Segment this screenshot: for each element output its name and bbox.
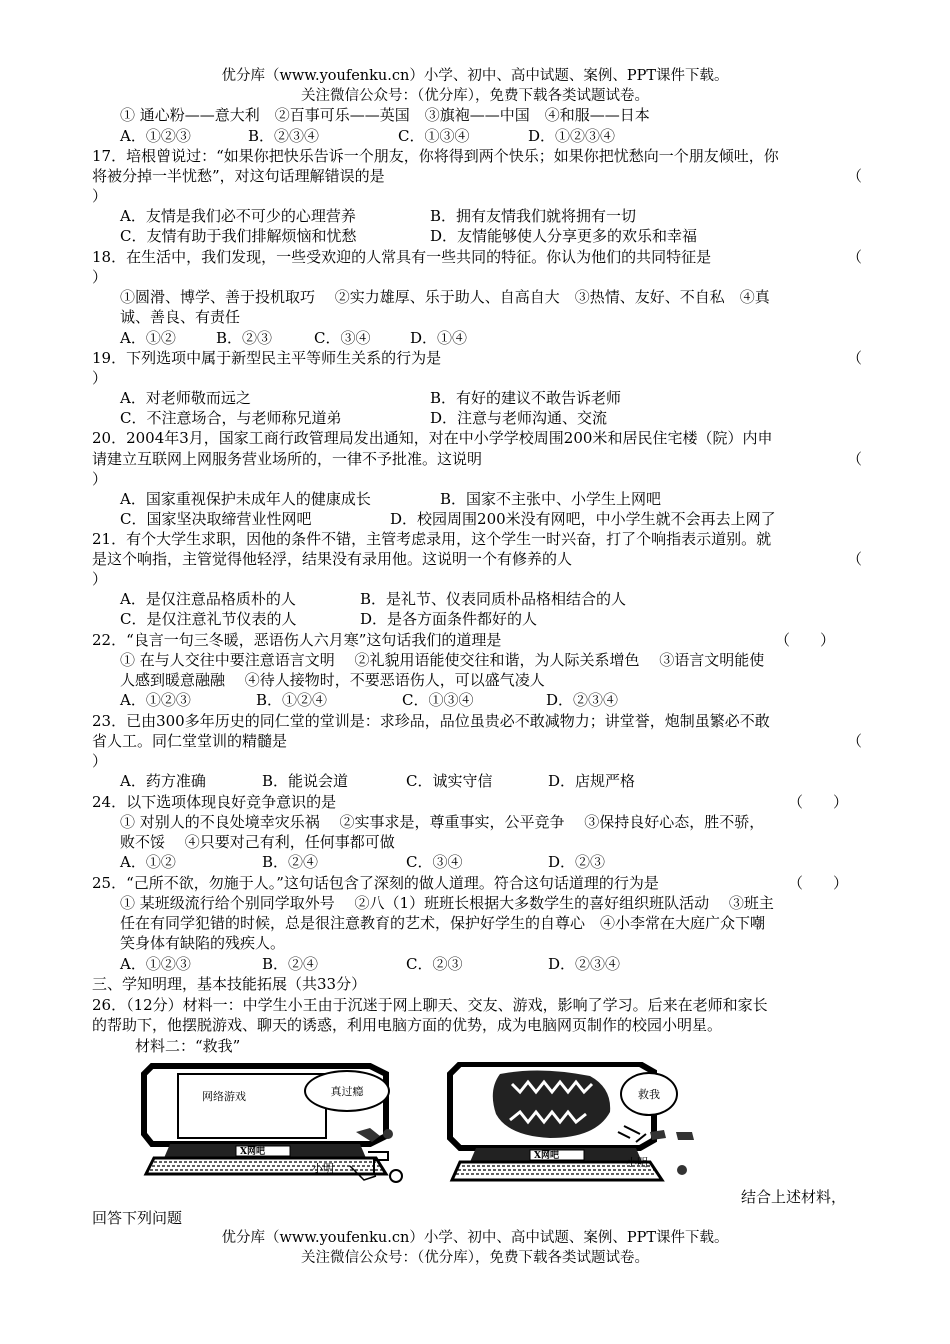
footer-line-2: 关注微信公众号：（优分库），免费下载各类试题试卷。: [301, 1250, 649, 1266]
internet-cafe-sign-2: X网吧: [534, 1151, 559, 1161]
q25-items-1: ① 某班级流行给个别同学取外号 ②八（1）班班长根据大多数学生的喜好组织班队活动 ③班主: [120, 894, 774, 912]
q25-paren: （ ）: [788, 874, 849, 892]
q20-option-a: A．国家重视保护未成年人的健康成长: [120, 490, 371, 508]
q17-stem-2: 将被分掉一半忧愁”，对这句话理解错误的是: [92, 167, 385, 185]
q25-items-2: 任在有同学犯错的时候，总是很注意教育的艺术，保护好学生的自尊心 ④小李常在大庭广众下嘲: [120, 914, 766, 932]
q24-items-2: 败不馁 ④只要对己有利，任何事都可做: [120, 833, 395, 851]
q20-paren-right: ）: [92, 470, 108, 488]
scattered-shoes-figure: [642, 1128, 702, 1178]
q18-items-2: 诚、善良、有责任: [120, 308, 241, 326]
q20-stem-1: 20．2004年3月，国家工商行政管理局发出通知，对在中小学学校周围200米和居民住宅楼（院）内申: [92, 429, 773, 447]
q21-paren-left: （: [847, 550, 863, 568]
q24-items-1: ① 对别人的不良处境幸灾乐祸 ②实事求是，尊重事实，公平竞争 ③保持良好心态，胜不骄，: [120, 813, 765, 831]
q22-option-c: C．①③④: [402, 691, 474, 709]
internet-cafe-sign-1: X网吧: [240, 1147, 265, 1157]
q22-option-a: A．①②③: [120, 691, 191, 709]
q24-option-c: C．③④: [406, 853, 463, 871]
student-drawing-1: [350, 1126, 406, 1186]
q17-stem-1: 17．培根曾说过：“如果你把快乐告诉一个朋友，你将得到两个快乐；如果你把忧愁向一个朋友倾吐，你: [92, 147, 779, 165]
q23-option-b: B．能说会道: [262, 772, 349, 790]
q21-option-b: B．是礼节、仪表同质朴品格相结合的人: [360, 590, 627, 608]
q19-options-row-2: [120, 408, 607, 428]
q18-option-d: D．①④: [410, 329, 468, 347]
q21-paren-right: ）: [92, 570, 108, 588]
q24-option-a: A．①②: [120, 853, 176, 871]
q17-option-d: D．友情能够使人分享更多的欢乐和幸福: [430, 227, 698, 245]
q19-paren-left: （: [847, 349, 863, 367]
q22-options: [120, 690, 618, 710]
q18-stem: 18．在生活中，我们发现，一些受欢迎的人常具有一些共同的特征。你认为他们的共同特征是: [92, 248, 712, 266]
header-line-1: 优分库（www.youfenku.cn）小学、初中、高中试题、案例、PPT课件下载。: [221, 68, 729, 84]
q19-option-d: D．注意与老师沟通、交流: [430, 409, 608, 427]
q19-stem: 19．下列选项中属于新型民主平等师生关系的行为是: [92, 349, 442, 367]
q20-options-row-1: [120, 489, 661, 509]
q22-items-1: ① 在与人交往中要注意语言文明 ②礼貌用语能使交往和谐，为人际关系增色 ③语言文明能使: [120, 651, 765, 669]
q20-stem-2: 请建立互联网上网服务营业场所的，一律不予批准。这说明: [92, 450, 483, 468]
q17-paren-right: ）: [92, 187, 108, 205]
q25-options: [120, 954, 620, 974]
q25-stem: 25．“己所不欲，勿施于人。”这句话包含了深刻的做人道理。符合这句话道理的行为是: [92, 874, 659, 892]
q17-option-c: C．友情有助于我们排解烦恼和忧愁: [120, 227, 357, 245]
q22-option-d: D．②③④: [546, 691, 619, 709]
q25-items-3: 笑身体有缺陷的残疾人。: [120, 934, 286, 952]
q26-stem-2: 的帮助下，他摆脱游戏、聊天的诱惑，利用电脑方面的优势，成为电脑网页制作的校园小明星。: [92, 1016, 723, 1034]
q21-stem-2: 是这个响指，主管觉得他轻浮，结果没有录用他。这说明一个有修养的人: [92, 550, 573, 568]
q23-option-a: A．药方准确: [120, 772, 206, 790]
q24-options: [120, 852, 605, 872]
q23-option-c: C．诚实守信: [406, 772, 493, 790]
label-xiaoming-1: 小明: [312, 1162, 334, 1175]
q24-paren: （ ）: [788, 793, 849, 811]
q21-option-a: A．是仅注意品格质朴的人: [120, 590, 296, 608]
q16-options: [120, 126, 615, 146]
q21-option-c: C．是仅注意礼节仪表的人: [120, 610, 297, 628]
q18-items-1: ①圆滑、博学、善于投机取巧 ②实力雄厚、乐于助人、自高自大 ③热情、友好、不自私 ④真: [120, 288, 770, 306]
q20-option-c: C．国家坚决取缔营业性网吧: [120, 510, 312, 528]
q20-paren-left: （: [847, 450, 863, 468]
q18-paren-left: （: [847, 248, 863, 266]
q20-option-d: D．校园周围200米没有网吧，中小学生就不会再去上网了: [390, 510, 776, 528]
q25-option-b: B．②④: [262, 955, 319, 973]
q18-option-c: C．③④: [314, 329, 371, 347]
q23-paren-right: ）: [92, 752, 108, 770]
q18-options: [120, 328, 467, 348]
q26-tail-1: 结合上述材料，: [741, 1188, 847, 1206]
q16-option-d: D．①②③④: [528, 127, 616, 145]
q22-stem: 22．“良言一句三冬暖，恶语伤人六月寒”这句话我们的道理是: [92, 631, 502, 649]
q16-option-c: C．①③④: [398, 127, 470, 145]
q25-option-d: D．②③④: [548, 955, 621, 973]
q24-stem: 24．以下选项体现良好竞争意识的是: [92, 793, 337, 811]
shoes-drawing: [642, 1128, 702, 1178]
q21-option-d: D．是各方面条件都好的人: [360, 610, 538, 628]
q16-option-a: A．①②③: [120, 127, 191, 145]
q23-option-d: D．店规严格: [548, 772, 636, 790]
q20-option-b: B．国家不主张中、小学生上网吧: [440, 490, 662, 508]
q17-options-row-1: [120, 206, 636, 226]
q18-option-b: B．②③: [216, 329, 273, 347]
header-line-2: 关注微信公众号：（优分库），免费下载各类试题试卷。: [301, 88, 649, 104]
speech-bubble-fun: 真过瘾: [304, 1070, 390, 1112]
q17-paren-left: （: [847, 167, 863, 185]
q19-paren-right: ）: [92, 369, 108, 387]
q18-option-a: A．①②: [120, 329, 176, 347]
section-3-title: 三、学知明理，基本技能拓展（共33分）: [92, 975, 367, 993]
q18-paren-right: ）: [92, 268, 108, 286]
q21-options-row-1: [120, 589, 626, 609]
q19-option-c: C．不注意场合，与老师称兄道弟: [120, 409, 342, 427]
q23-options: [120, 771, 635, 791]
q25-option-c: C．②③: [406, 955, 463, 973]
q16-items: ① 通心粉——意大利 ②百事可乐——英国 ③旗袍——中国 ④和服——日本: [120, 106, 650, 124]
q23-stem-1: 23．已由300多年历史的同仁堂的堂训是：求珍品，品位虽贵必不敢减物力；讲堂誉，炮制虽繁必不敢: [92, 712, 770, 730]
q21-options-row-2: [120, 609, 537, 629]
q16-option-b: B．②③④: [248, 127, 320, 145]
q26-stem-1: 26．（12分）材料一：中学生小王由于沉迷于网上聊天、交友、游戏，影响了学习。后来在老师和家长: [92, 996, 768, 1014]
q19-options-row-1: [120, 388, 621, 408]
q24-option-b: B．②④: [262, 853, 319, 871]
label-xiaoming-2: 小明: [626, 1156, 648, 1169]
q22-option-b: B．①②④: [256, 691, 328, 709]
speech-bubble-help: 救我: [620, 1072, 678, 1116]
q19-option-a: A．对老师敬而远之: [120, 389, 251, 407]
footer-line-1: 优分库（www.youfenku.cn）小学、初中、高中试题、案例、PPT课件下载。: [221, 1230, 729, 1246]
q25-option-a: A．①②③: [120, 955, 191, 973]
q17-options-row-2: [120, 226, 697, 246]
q20-options-row-2: [120, 509, 776, 529]
q26-material-2: 材料二：“救我”: [135, 1037, 241, 1055]
q17-option-a: A．友情是我们必不可少的心理营养: [120, 207, 356, 225]
q26-tail-2: 回答下列问题: [92, 1209, 183, 1227]
q22-items-2: 人感到暖意融融 ④待人接物时，不要恶语伤人，可以盛气凌人: [120, 671, 545, 689]
q22-paren: （ ）: [775, 631, 836, 649]
q17-option-b: B．拥有友情我们就将拥有一切: [430, 207, 637, 225]
q21-stem-1: 21．有个大学生求职，因他的条件不错，主管考虑录用，这个学生一时兴奋，打了个响指表示道别。就: [92, 530, 772, 548]
screen-text-game: 网络游戏: [202, 1090, 246, 1103]
q23-paren-left: （: [847, 732, 863, 750]
q23-stem-2: 省人工。同仁堂堂训的精髓是: [92, 732, 288, 750]
student-small-figure-1: [350, 1126, 406, 1186]
q19-option-b: B．有好的建议不敢告诉老师: [430, 389, 622, 407]
q24-option-d: D．②③: [548, 853, 606, 871]
